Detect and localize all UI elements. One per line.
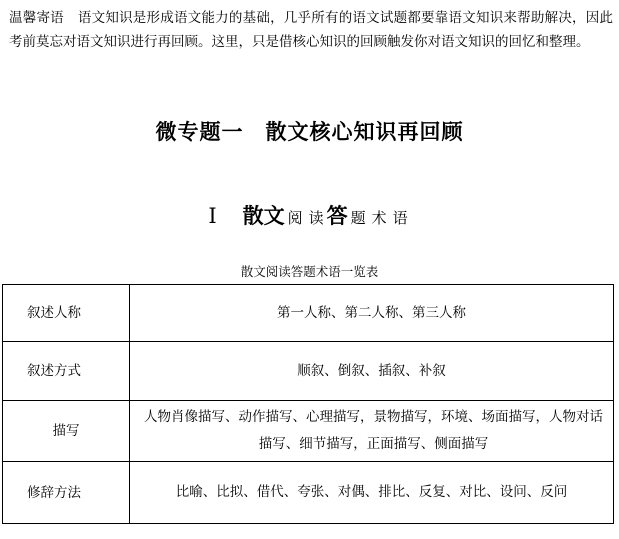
table-row [3, 401, 614, 462]
table-caption: 散文阅读答题术语一览表 [240, 264, 379, 279]
desc-cell: 顺叙、倒叙、插叙、补叙 [130, 342, 614, 401]
term-cell: 描写 [3, 401, 130, 462]
intro-lead: 温馨寄语 [9, 10, 64, 26]
desc-cell: 人物肖像描写、动作描写、心理描写，景物描写，环境、场面描写，人物对话描写、细节描写，正面描写、侧面描写 [130, 401, 614, 462]
table-row [3, 342, 614, 401]
main-title-part2: 散文核心知识再回顾 [265, 120, 464, 144]
intro-text: 语文知识是形成语文能力的基础，几乎所有的语文试题都要靠语文知识来帮助解决，因此考前莫忘对语文知识进行再回顾。这里，只是借核心知识的回顾触发你对语文知识的回忆和整理。 [9, 10, 614, 50]
main-title [0, 116, 619, 146]
main-title-part1: 微专题一 [155, 120, 244, 144]
section-word-2: 阅 [287, 209, 303, 227]
section-word-1: 散文 [242, 204, 285, 228]
section-title [0, 200, 619, 230]
section-word-6: 术 [371, 209, 387, 227]
section-word-5: 题 [350, 209, 366, 227]
section-word-3: 读 [308, 209, 324, 227]
table-row [3, 285, 614, 342]
terms-table [2, 284, 614, 524]
term-cell: 修辞方法 [3, 462, 130, 524]
section-word-7: 语 [392, 209, 408, 227]
intro-paragraph [9, 6, 613, 54]
desc-cell: 第一人称、第二人称、第三人称 [130, 285, 614, 342]
term-cell: 叙述人称 [3, 285, 130, 342]
term-cell: 叙述方式 [3, 342, 130, 401]
desc-cell: 比喻、比拟、借代、夸张、对偶、排比、反复、对比、设问、反问 [130, 462, 614, 524]
table-row [3, 462, 614, 524]
section-word-4: 答 [326, 204, 348, 228]
section-numeral: Ⅰ [208, 204, 217, 228]
